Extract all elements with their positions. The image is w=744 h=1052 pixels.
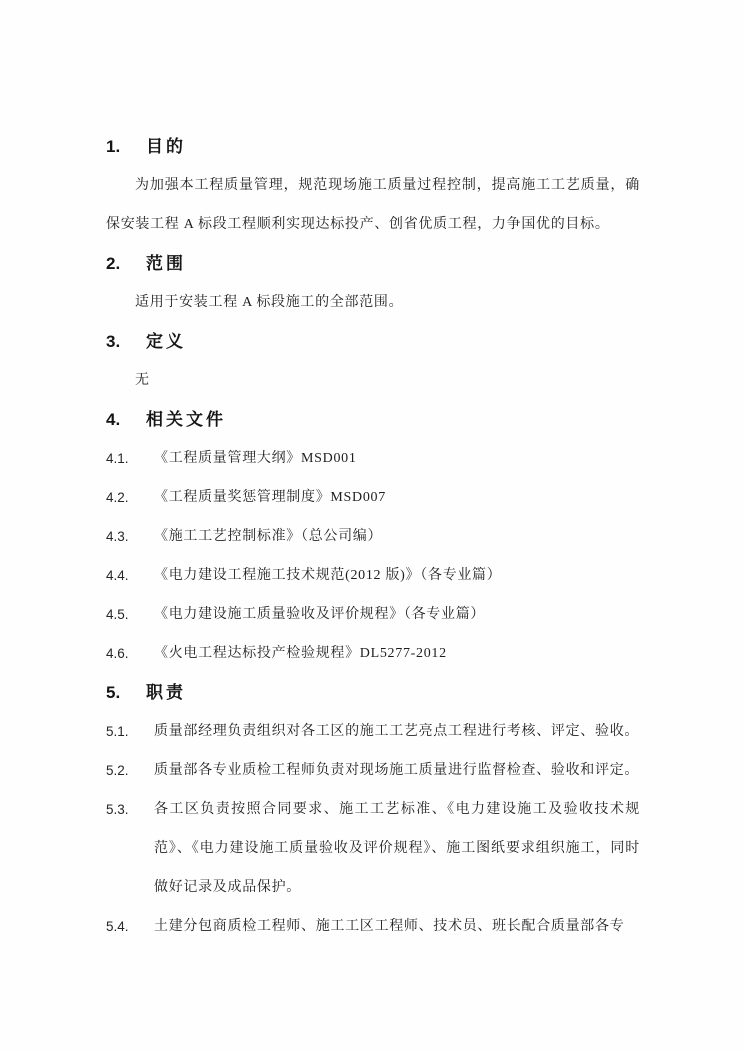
item-text: 《电力建设施工质量验收及评价规程》（各专业篇）: [154, 607, 486, 622]
item-number: 5.4.: [106, 919, 129, 934]
list-item-5-3: [106, 790, 640, 907]
section-title: 范围: [146, 254, 186, 273]
paragraph-definitions: 无: [135, 373, 150, 388]
section-heading-definitions: [106, 322, 640, 361]
section-title: 目的: [146, 137, 186, 156]
item-number: 5.1.: [106, 724, 129, 739]
item-text: 质量部各专业质检工程师负责对现场施工质量进行监督检查、验收和评定。: [154, 763, 640, 778]
list-item-4-3: [106, 517, 640, 556]
item-number: 4.3.: [106, 529, 129, 544]
list-item-5-1: [106, 712, 640, 751]
section-title: 定义: [146, 332, 186, 351]
item-number: 4.2.: [106, 490, 129, 505]
section-heading-purpose: [106, 127, 640, 166]
item-text: 《火电工程达标投产检验规程》DL5277-2012: [154, 646, 447, 661]
list-item-4-4: [106, 556, 640, 595]
item-text: 各工区负责按照合同要求、施工工艺标准、《电力建设施工及验收技术规范》、《电力建设施工质量验收及评价规程》、施工图纸要求组织施工，同时做好记录及成品保护。: [154, 802, 640, 895]
item-number: 4.4.: [106, 568, 129, 583]
section-heading-related-documents: [106, 400, 640, 439]
item-text: 土建分包商质检工程师、施工工区工程师、技术员、班长配合质量部各专: [154, 919, 625, 934]
item-text: 《工程质量管理大纲》MSD001: [154, 451, 357, 466]
section-heading-scope: [106, 244, 640, 283]
section-number: 2.: [106, 254, 121, 273]
section-title: 相关文件: [146, 410, 226, 429]
section-number: 5.: [106, 683, 121, 702]
list-item-4-6: [106, 634, 640, 673]
section-number: 1.: [106, 137, 121, 156]
section-number: 3.: [106, 332, 121, 351]
item-text: 《施工工艺控制标准》（总公司编）: [154, 529, 383, 544]
list-item-4-5: [106, 595, 640, 634]
item-number: 4.1.: [106, 451, 129, 466]
list-item-4-1: [106, 439, 640, 478]
item-text: 《工程质量奖惩管理制度》MSD007: [154, 490, 386, 505]
item-number: 4.6.: [106, 646, 129, 661]
section-title: 职责: [146, 683, 186, 702]
item-number: 5.2.: [106, 763, 129, 778]
list-item-4-2: [106, 478, 640, 517]
section-heading-responsibilities: [106, 673, 640, 712]
paragraph-purpose: 为加强本工程质量管理，规范现场施工质量过程控制，提高施工工艺质量，确保安装工程 A 标段工程顺利实现达标投产、创省优质工程，力争国优的目标。: [106, 178, 640, 232]
item-number: 5.3.: [106, 802, 129, 817]
list-item-5-2: [106, 751, 640, 790]
item-text: 质量部经理负责组织对各工区的施工工艺亮点工程进行考核、评定、验收。: [154, 724, 640, 739]
list-item-5-4: [106, 907, 640, 946]
paragraph-scope: 适用于安装工程 A 标段施工的全部范围。: [135, 295, 404, 310]
section-number: 4.: [106, 410, 121, 429]
item-text: 《电力建设工程施工技术规范(2012 版)》（各专业篇）: [154, 568, 502, 583]
item-number: 4.5.: [106, 607, 129, 622]
